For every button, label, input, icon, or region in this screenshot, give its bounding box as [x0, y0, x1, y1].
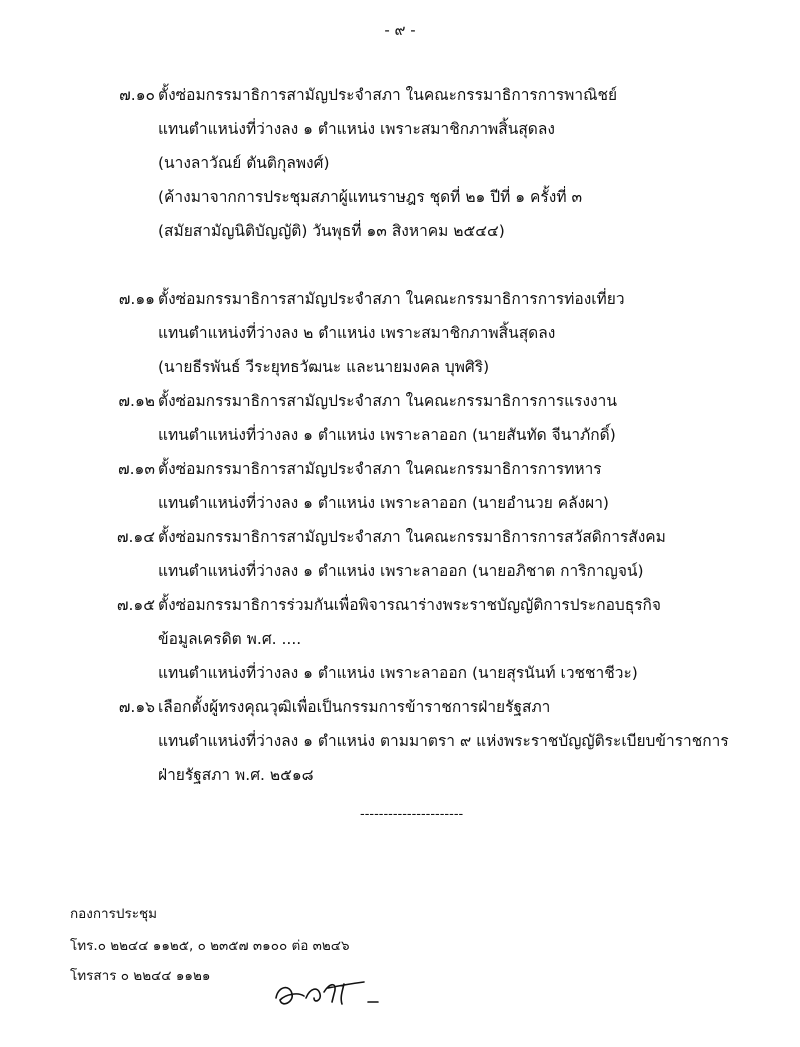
agenda-item	[100, 588, 780, 690]
agenda-item-number: ๗.๑๓	[117, 460, 155, 478]
agenda-item-text: (นางลาวัณย์ ตันติกุลพงศ์)	[158, 154, 330, 172]
agenda-item-number: ๗.๑๑	[118, 290, 155, 308]
page-number: - ๙ -	[384, 21, 416, 39]
agenda-item-text: เลือกตั้งผู้ทรงคุณวุฒิเพื่อเป็นกรรมการข้าราชการฝ่ายรัฐสภา	[158, 698, 551, 716]
agenda-item-line	[100, 384, 780, 418]
agenda-item-line	[100, 622, 780, 656]
agenda-item	[100, 452, 780, 520]
agenda-item-line	[100, 78, 780, 112]
agenda-item-number: ๗.๑๐	[119, 86, 155, 104]
agenda-item-text: แทนตำแหน่งที่ว่างลง ๑ ตำแหน่ง เพราะสมาชิกภาพสิ้นสุดลง	[158, 120, 555, 138]
agenda-item-number: ๗.๑๔	[116, 528, 155, 546]
handwritten-signature	[268, 968, 388, 1018]
agenda-item-text: แทนตำแหน่งที่ว่างลง ๒ ตำแหน่ง เพราะสมาชิกภาพสิ้นสุดลง	[158, 324, 556, 342]
agenda-item-text: (สมัยสามัญนิติบัญญัติ) วันพุธที่ ๑๓ สิงหาคม ๒๕๔๔)	[158, 222, 505, 240]
agenda-item-text: (ค้างมาจากการประชุมสภาผู้แทนราษฎร ชุดที่ ๒๑ ปีที่ ๑ ครั้งที่ ๓	[158, 188, 583, 206]
agenda-item-line	[100, 690, 780, 724]
divider-line: ----------------------	[360, 807, 464, 822]
agenda-item-line	[100, 588, 780, 622]
agenda-item-line	[100, 452, 780, 486]
agenda-item-line	[100, 724, 780, 758]
agenda-item-line	[100, 350, 780, 384]
agenda-item	[100, 282, 780, 384]
agenda-item-line	[100, 520, 780, 554]
agenda-item-text: ตั้งซ่อมกรรมาธิการสามัญประจำสภา ในคณะกรรมาธิการการพาณิชย์	[158, 86, 618, 104]
agenda-item-text: ข้อมูลเครดิต พ.ศ. ....	[158, 630, 302, 648]
agenda-item-line	[100, 214, 780, 248]
agenda-item-text: แทนตำแหน่งที่ว่างลง ๑ ตำแหน่ง เพราะลาออก (นายอำนวย คลังผา)	[158, 494, 609, 512]
footer-fax: โทรสาร ๐ ๒๒๔๔ ๑๑๒๑	[70, 968, 211, 984]
agenda-item-text: แทนตำแหน่งที่ว่างลง ๑ ตำแหน่ง เพราะลาออก (นายสันทัด จีนาภักดิ์)	[158, 426, 616, 444]
agenda-item-line	[100, 316, 780, 350]
agenda-item-text: ตั้งซ่อมกรรมาธิการร่วมกันเพื่อพิจารณาร่างพระราชบัญญัติการประกอบธุรกิจ	[158, 596, 661, 614]
agenda-item-line	[100, 282, 780, 316]
agenda-item-text: ฝ่ายรัฐสภา พ.ศ. ๒๕๑๘	[158, 766, 314, 784]
agenda-item-number: ๗.๑๕	[116, 596, 155, 614]
agenda-item-text: แทนตำแหน่งที่ว่างลง ๑ ตำแหน่ง ตามมาตรา ๙ แห่งพระราชบัญญัติระเบียบข้าราชการ	[158, 732, 729, 750]
agenda-item-line	[100, 112, 780, 146]
agenda-item-line	[100, 146, 780, 180]
footer-phone: โทร.๐ ๒๒๔๔ ๑๑๒๕, ๐ ๒๓๕๗ ๓๑๐๐ ต่อ ๓๒๔๖	[70, 938, 350, 954]
footer-office: กองการประชุม	[70, 906, 158, 922]
agenda-item	[100, 384, 780, 452]
agenda-item-text: ตั้งซ่อมกรรมาธิการสามัญประจำสภา ในคณะกรรมาธิการการสวัสดิการสังคม	[158, 528, 666, 546]
agenda-item-line	[100, 180, 780, 214]
agenda-item-text: ตั้งซ่อมกรรมาธิการสามัญประจำสภา ในคณะกรรมาธิการการแรงงาน	[158, 392, 617, 410]
agenda-item	[100, 78, 780, 248]
agenda-item-line	[100, 758, 780, 792]
agenda-item-text: (นายธีรพันธ์ วีระยุทธวัฒนะ และนายมงคล บุพศิริ)	[158, 358, 490, 376]
agenda-item-text: ตั้งซ่อมกรรมาธิการสามัญประจำสภา ในคณะกรรมาธิการการท่องเที่ยว	[158, 290, 625, 308]
agenda-item-line	[100, 486, 780, 520]
agenda-item-line	[100, 656, 780, 690]
agenda-item-number: ๗.๑๒	[118, 392, 155, 410]
agenda-item-text: ตั้งซ่อมกรรมาธิการสามัญประจำสภา ในคณะกรรมาธิการการทหาร	[158, 460, 602, 478]
agenda-item-line	[100, 418, 780, 452]
agenda-item	[100, 520, 780, 588]
agenda-item-text: แทนตำแหน่งที่ว่างลง ๑ ตำแหน่ง เพราะลาออก (นายอภิชาต การิกาญจน์)	[158, 562, 644, 580]
agenda-item-text: แทนตำแหน่งที่ว่างลง ๑ ตำแหน่ง เพราะลาออก (นายสุรนันท์ เวชชาชีวะ)	[158, 664, 638, 682]
agenda-item-number: ๗.๑๖	[118, 698, 155, 716]
agenda-item	[100, 690, 780, 792]
agenda-item-line	[100, 554, 780, 588]
